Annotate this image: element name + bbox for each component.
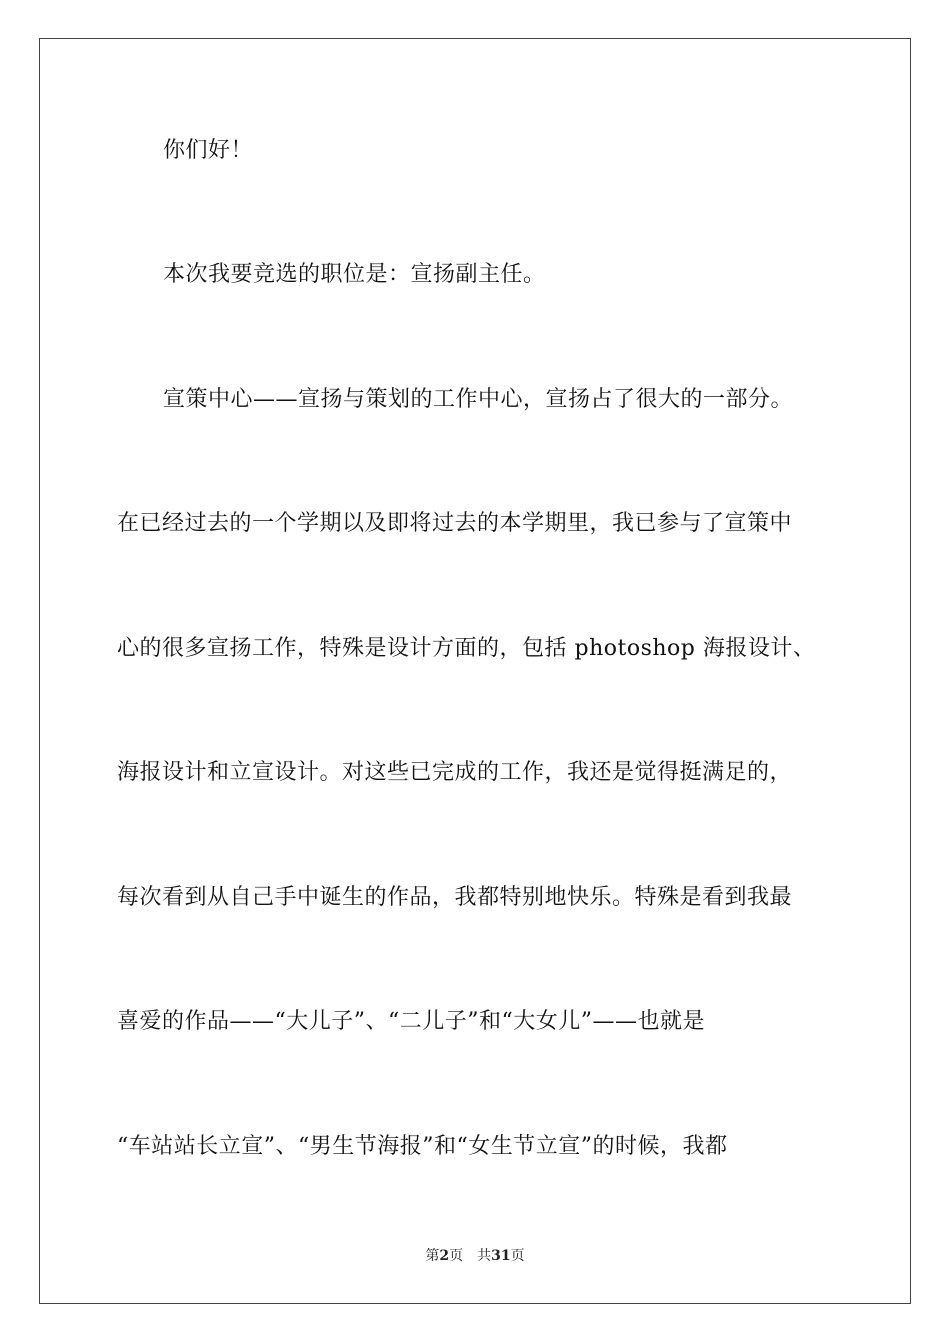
body-line: 喜爱的作品——“大儿子”、“二儿子”和“大女儿”——也就是 xyxy=(117,1009,705,1034)
page-prefix: 第 xyxy=(425,1248,440,1264)
total-pages: 31 xyxy=(491,1248,511,1264)
body-line: 宣策中心——宣扬与策划的工作中心，宣扬占了很大的一部分。 xyxy=(163,387,794,412)
body-line: 本次我要竞选的职位是：宣扬副主任。 xyxy=(163,262,546,287)
body-line: 海报设计和立宣设计。对这些已完成的工作，我还是觉得挺满足的， xyxy=(117,760,793,785)
body-line: “车站站长立宣”、“男生节海报”和“女生节立宣”的时候，我都 xyxy=(117,1134,728,1159)
page-footer xyxy=(0,1246,950,1266)
total-prefix: 共 xyxy=(477,1248,492,1264)
page-number: 2 xyxy=(439,1248,450,1264)
body-line: 在已经过去的一个学期以及即将过去的本学期里，我已参与了宣策中 xyxy=(117,511,793,536)
body-line: 心的很多宣扬工作，特殊是设计方面的，包括 photoshop 海报设计、 xyxy=(117,636,816,661)
total-suffix: 页 xyxy=(510,1248,525,1264)
page-suffix: 页 xyxy=(449,1248,464,1264)
body-line: 每次看到从自己手中诞生的作品，我都特别地快乐。特殊是看到我最 xyxy=(117,885,793,910)
greeting-line: 你们好！ xyxy=(163,138,254,163)
page-frame xyxy=(39,38,911,1304)
